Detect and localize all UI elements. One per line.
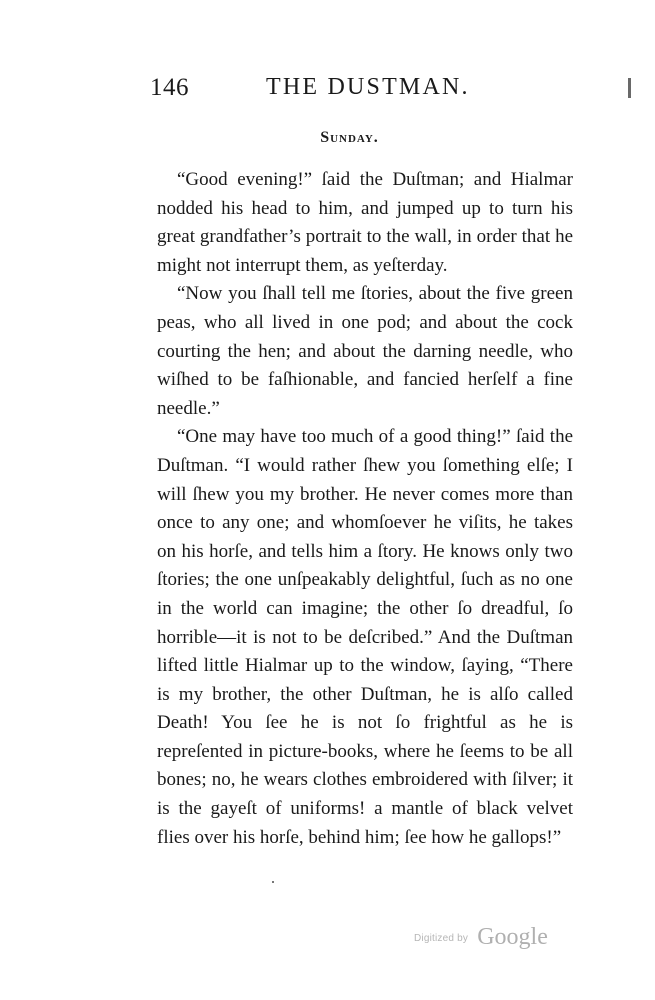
paragraph-3: “One may have too much of a good thing!” ſaid the Duſtman. “I would rather ſhew you ſomething elſe; I will ſhew you my brother. He never comes more than once to any one; and whomſoever he viſits, he takes on his horſe, and tells him a ſtory. He knows only two ſtories; the one unſpeakably delightful, ſuch as no one in the world can imagine; the other ſo dreadful, ſo horrible—it is not to be deſcribed.” And the Duſtman lifted little Hialmar up to the window, ſaying, “There is my brother, the other Duſtman, he is alſo called Death! You ſee he is not ſo frightful as he is repreſented in picture-books, where he ſeems to be all bones; no, he wears clothes embroidered with ſilver; it is the gayeſt of uniforms! a mantle of black velvet flies over his horſe, behind him; ſee how he gallops!” [157,426,573,848]
page-number: 146 [150,74,189,101]
digitized-by-label: Digitized by [414,933,469,944]
edge-mark [628,78,631,98]
page-header [150,74,470,108]
footer-dot [272,881,274,883]
digitized-watermark [414,924,548,951]
body-text [157,166,573,852]
paragraph-1: “Good evening!” ſaid the Duſtman; and Hialmar nodded his head to him, and jumped up to turn his great grandfather’s portrait to the wall, in order that he might not interrupt them, as yeſterday. [157,169,573,276]
running-title: THE DUSTMAN. [266,74,470,100]
section-heading: Sunday. [320,129,379,146]
google-logo: Google [477,924,548,950]
paragraph-2: “Now you ſhall tell me ſtories, about the five green peas, who all lived in one pod; and about the cock courting the hen; and about the darning needle, who wiſhed to be faſhionable, and fancied herſelf a fine needle.” [157,283,573,419]
